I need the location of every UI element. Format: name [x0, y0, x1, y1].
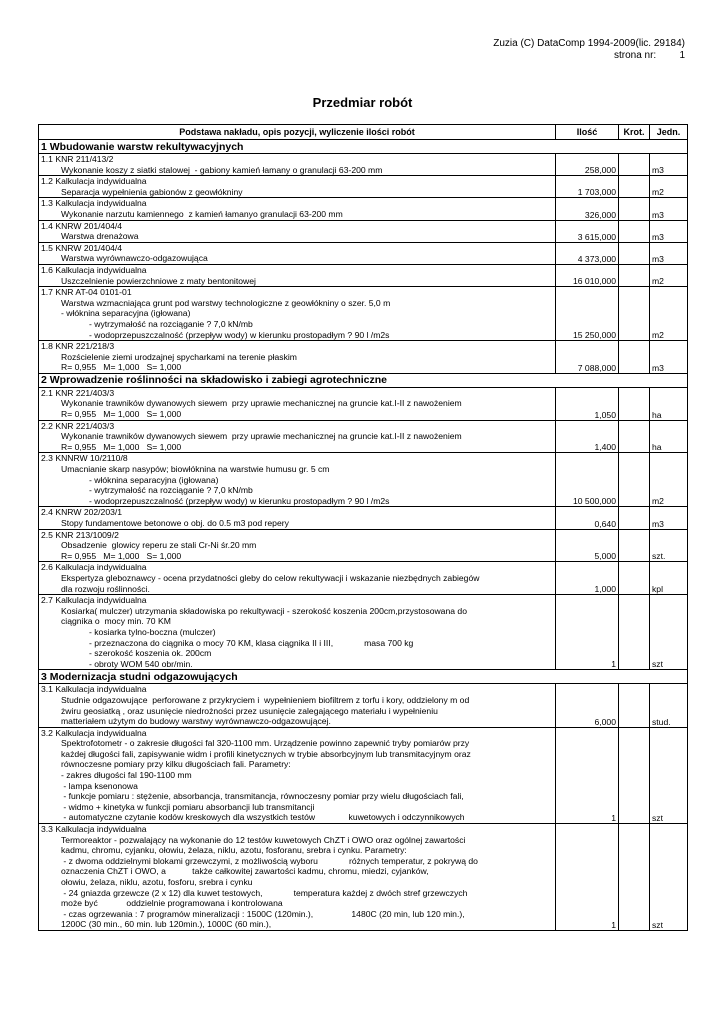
item-quantity: 4 373,000: [556, 242, 619, 264]
item-krot: [619, 420, 650, 453]
item-krot: [619, 176, 650, 198]
section-title: 1 Wbudowanie warstw rekultywacyjnych: [39, 140, 688, 154]
item-description-line: żwiru geosiatką , oraz usunięcie niedrożności przez usunięcie zalegającego materiału i wypełnieniu: [61, 705, 438, 716]
item-unit: szt: [650, 727, 688, 823]
item-krot: [619, 507, 650, 529]
item-krot: [619, 341, 650, 374]
item-krot: [619, 529, 650, 562]
item-code: 2.5 KNR 213/1009/2: [41, 529, 119, 540]
table-row: [39, 387, 688, 420]
item-unit: stud.: [650, 684, 688, 727]
item-description-line: Umacnianie skarp nasypów; biowłóknina na warstwie humusu gr. 5 cm: [61, 464, 330, 475]
item-description: [39, 387, 556, 420]
item-description-line: Uszczelnienie powierzchniowe z maty bentonitowej: [61, 275, 256, 286]
item-description-line: R= 0,955 M= 1,000 S= 1,000: [61, 362, 182, 373]
item-krot: [619, 824, 650, 931]
item-krot: [619, 220, 650, 242]
table-row: [39, 154, 688, 176]
item-description: [39, 154, 556, 176]
item-description-line: Wykonanie narzutu kamiennego z kamień łamanyo granulacji 63-200 mm: [61, 208, 343, 219]
table-row: [39, 507, 688, 529]
item-description: [39, 420, 556, 453]
item-description-line: - obroty WOM 540 obr/min.: [89, 658, 193, 669]
item-code: 1.4 KNRW 201/404/4: [41, 220, 123, 231]
item-unit: m3: [650, 341, 688, 374]
item-krot: [619, 198, 650, 220]
item-quantity: 1: [556, 595, 619, 670]
item-code: 1.2 Kalkulacja indywidualna: [41, 176, 147, 187]
item-description-line: - szerokość koszenia ok. 200cm: [89, 648, 212, 659]
item-description-line: ciągnika o mocy min. 70 KM: [61, 616, 171, 627]
item-unit: m3: [650, 154, 688, 176]
item-code: 1.5 KNRW 201/404/4: [41, 242, 123, 253]
table-row: [39, 220, 688, 242]
item-description-line: każdej długości fali, zapisywanie widm i profili kinetycznych w trybie absorbcyjnym lub transmitacyjnym oraz: [61, 748, 471, 759]
item-description: [39, 220, 556, 242]
item-quantity: 258,000: [556, 154, 619, 176]
section-row: [39, 670, 688, 684]
table-row: [39, 562, 688, 595]
item-description: [39, 562, 556, 595]
item-description-line: kadmu, chromu, cyjanku, ołowiu, żelaza, niklu, azotu, fosforanu, srebra i cynku. Parametry:: [61, 845, 407, 856]
item-description-line: - włóknina separacyjna (igłowana): [89, 474, 219, 485]
item-description-line: Kosiarka( mulczer) utrzymania składowiska po rekultywacji - szerokość koszenia 200cm,przystosowana do: [61, 605, 467, 616]
item-code: 1.7 KNR AT-04 0101-01: [41, 287, 132, 298]
item-code: 2.6 Kalkulacja indywidualna: [41, 562, 147, 573]
col-header-unit: Jedn.: [650, 125, 688, 140]
item-description-line: Termoreaktor - pozwalający na wykonanie do 12 testów kuwetowych ChZT i OWO oraz ogólnej zawartości: [61, 834, 466, 845]
item-code: 1.3 Kalkulacja indywidualna: [41, 198, 147, 209]
item-krot: [619, 242, 650, 264]
item-description-line: - zakres długości fal 190-1100 mm: [61, 770, 192, 781]
item-code: 2.2 KNR 221/403/3: [41, 420, 115, 431]
table-row: [39, 420, 688, 453]
table-row: [39, 287, 688, 341]
table-row: [39, 727, 688, 823]
item-description: [39, 507, 556, 529]
item-description-line: - przeznaczona do ciągnika o mocy 70 KM, klasa ciągnika II i III, masa 700 kg: [89, 637, 414, 648]
item-description-line: Ekspertyza gleboznawcy - ocena przydatności gleby do celow rekultywacji i wskazanie niezbędnych zabiegów: [61, 572, 480, 583]
page-label: strona nr:: [613, 50, 657, 61]
item-description-line: matteriałem użytym do budowy warstwy wyrównawczo-odgazowującej.: [61, 716, 331, 727]
table-row: [39, 242, 688, 264]
item-description-line: - wytrzymałość na rozciąganie ? 7,0 kN/mb: [89, 318, 253, 329]
item-krot: [619, 562, 650, 595]
section-row: [39, 140, 688, 154]
item-krot: [619, 595, 650, 670]
item-krot: [619, 727, 650, 823]
item-quantity: 326,000: [556, 198, 619, 220]
item-code: 2.1 KNR 221/403/3: [41, 387, 115, 398]
item-quantity: 15 250,000: [556, 287, 619, 341]
table-header-row: [39, 125, 688, 140]
item-description-line: R= 0,955 M= 1,000 S= 1,000: [61, 409, 182, 420]
item-description-line: - widmo + kinetyka w funkcji pomiaru absorbancji lub transmitancji: [61, 801, 315, 812]
item-code: 3.1 Kalkulacja indywidualna: [41, 684, 147, 695]
item-description-line: Wykonanie trawników dywanowych siewem przy uprawie mechanicznej na gruncie kat.I-II z nawożeniem: [61, 398, 462, 409]
item-description-line: R= 0,955 M= 1,000 S= 1,000: [61, 441, 182, 452]
table-row: [39, 176, 688, 198]
item-unit: szt: [650, 595, 688, 670]
item-description-line: Studnie odgazowujące perforowane z przykryciem i wypełnieniem biofiltrem z torfu i kory, oddzielony m od: [61, 694, 470, 705]
col-header-krot: Krot.: [619, 125, 650, 140]
section-title: 3 Modernizacja studni odgazowujących: [39, 670, 688, 684]
item-unit: kpl: [650, 562, 688, 595]
item-code: 2.3 KNNRW 10/2110/8: [41, 453, 128, 464]
item-description-line: Spektrofotometr - o zakresie długości fal 320-1100 mm. Urządzenie powinno zapewnić tryby pomiarów przy: [61, 738, 470, 749]
item-description: [39, 529, 556, 562]
item-description-line: - włóknina separacyjna (igłowana): [61, 308, 191, 319]
item-unit: m3: [650, 198, 688, 220]
item-code: 1.8 KNR 221/218/3: [41, 341, 115, 352]
item-krot: [619, 154, 650, 176]
item-quantity: 1,000: [556, 562, 619, 595]
item-description: [39, 824, 556, 931]
item-quantity: 0,640: [556, 507, 619, 529]
item-description: [39, 198, 556, 220]
item-unit: m3: [650, 507, 688, 529]
item-description-line: Separacja wypełnienia gabionów z geowłókniny: [61, 186, 243, 197]
item-unit: m2: [650, 453, 688, 507]
item-code: 3.3 Kalkulacja indywidualna: [41, 824, 147, 835]
col-header-description: Podstawa nakładu, opis pozycji, wyliczenie ilości robót: [39, 125, 556, 140]
item-description: [39, 242, 556, 264]
item-code: 3.2 Kalkulacja indywidualna: [41, 727, 147, 738]
col-header-quantity: Ilość: [556, 125, 619, 140]
item-description-line: - wodoprzepuszczalność (przepływ wody) w kierunku prostopadłym ? 90 l /m2s: [89, 495, 390, 506]
item-quantity: 3 615,000: [556, 220, 619, 242]
item-unit: m3: [650, 242, 688, 264]
item-description-line: Warstwa wzmacniająca grunt pod warstwy technologiczne z geowłókniny o szer. 5,0 m: [61, 297, 391, 308]
item-description-line: Wykonanie trawników dywanowych siewem przy uprawie mechanicznej na gruncie kat.I-II z nawożeniem: [61, 431, 462, 442]
item-unit: m2: [650, 264, 688, 286]
item-unit: ha: [650, 420, 688, 453]
item-unit: szt.: [650, 529, 688, 562]
copyright-line: Zuzia (C) DataComp 1994-2009(lic. 29184): [493, 38, 685, 49]
item-description: [39, 453, 556, 507]
section-row: [39, 373, 688, 387]
item-quantity: 1 703,000: [556, 176, 619, 198]
table-row: [39, 595, 688, 670]
item-description-line: Wykonanie koszy z siatki stalowej - gabiony kamień łamany o granulacji 63-200 mm: [61, 164, 383, 175]
item-description-line: Warstwa drenażowa: [61, 231, 139, 242]
item-description: [39, 684, 556, 727]
item-description-line: - 24 gniazda grzewcze (2 x 12) dla kuwet testowych, temperatura każdej z dwóch stref grzewczych: [61, 887, 468, 898]
item-quantity: 1,400: [556, 420, 619, 453]
item-description-line: - kosiarka tylno-boczna (mulczer): [89, 626, 216, 637]
item-code: 1.6 Kalkulacja indywidualna: [41, 264, 147, 275]
item-unit: m2: [650, 287, 688, 341]
item-description-line: Stopy fundamentowe betonowe o obj. do 0.5 m3 pod repery: [61, 518, 289, 528]
item-unit: szt: [650, 824, 688, 931]
item-quantity: 6,000: [556, 684, 619, 727]
item-description-line: może być oddzielnie programowana i kontrolowana: [61, 898, 283, 909]
item-description-line: R= 0,955 M= 1,000 S= 1,000: [61, 550, 182, 561]
item-description-line: - lampa ksenonowa: [61, 780, 138, 791]
item-description-line: Rozścielenie ziemi urodzajnej spycharkami na terenie płaskim: [61, 351, 297, 362]
item-quantity: 10 500,000: [556, 453, 619, 507]
table-row: [39, 341, 688, 374]
table-row: [39, 529, 688, 562]
bill-of-quantities-table: [38, 124, 688, 931]
item-description-line: równoczesne pomiary przy kilku długościach fali. Parametry:: [61, 759, 291, 770]
item-description-line: oznaczenia ChZT i OWO, a także całkowitej zawartości kadmu, chromu, miedzi, cyjanków,: [61, 866, 429, 877]
table-row: [39, 824, 688, 931]
item-krot: [619, 684, 650, 727]
section-title: 2 Wprowadzenie roślinności na składowisko i zabiegi agrotechniczne: [39, 373, 688, 387]
item-quantity: 16 010,000: [556, 264, 619, 286]
item-unit: m2: [650, 176, 688, 198]
item-description-line: - czas ogrzewania : 7 programów mineralizacji : 1500C (120min.), 1480C (20 min, lub 120 min.),: [61, 908, 465, 919]
item-description: [39, 264, 556, 286]
item-description: [39, 287, 556, 341]
table-row: [39, 198, 688, 220]
item-unit: m3: [650, 220, 688, 242]
item-description: [39, 176, 556, 198]
item-unit: ha: [650, 387, 688, 420]
item-description-line: Obsadzenie glowicy reperu ze stali Cr-Ni śr.20 mm: [61, 540, 257, 551]
item-description-line: ołowiu, żelaza, niklu, azotu, fosforu, srebra i cynku: [61, 877, 253, 887]
page-header: [493, 38, 685, 62]
item-description-line: - funkcje pomiaru : stężenie, absorbancja, transmitancja, równoczesny pomiar przy wielu długościach fali,: [61, 791, 464, 802]
item-description-line: - wytrzymałość na rozciąganie ? 7,0 kN/mb: [89, 485, 253, 496]
table-row: [39, 684, 688, 727]
item-description-line: dla rozwoju roślinności.: [61, 583, 150, 594]
page-number-line: [493, 50, 685, 62]
item-krot: [619, 264, 650, 286]
item-quantity: 1: [556, 727, 619, 823]
item-quantity: 7 088,000: [556, 341, 619, 374]
item-description: [39, 727, 556, 823]
page-number: 1: [679, 50, 685, 61]
item-description-line: 1200C (30 min., 60 min. lub 120min.), 1000C (60 min.),: [61, 919, 272, 930]
item-code: 2.7 Kalkulacja indywidualna: [41, 595, 147, 606]
item-description-line: Warstwa wyrównawczo-odgazowująca: [61, 253, 208, 264]
page-title: Przedmiar robót: [312, 95, 413, 110]
item-code: 2.4 KNRW 202/203/1: [41, 507, 123, 518]
table-row: [39, 453, 688, 507]
item-description-line: - automatyczne czytanie kodów kreskowych dla wszystkich testów kuwetowych i odczynnikowych: [61, 812, 465, 823]
item-quantity: 5,000: [556, 529, 619, 562]
item-description-line: - z dwoma oddzielnymi blokami grzewczymi, z możliwością wyboru różnych temperatur, z pokrywą do: [61, 855, 478, 866]
table-row: [39, 264, 688, 286]
item-description: [39, 595, 556, 670]
item-krot: [619, 387, 650, 420]
item-description-line: - wodoprzepuszczalność (przepływ wody) w kierunku prostopadłym ? 90 l /m2s: [89, 329, 390, 340]
item-krot: [619, 287, 650, 341]
item-description: [39, 341, 556, 374]
item-krot: [619, 453, 650, 507]
item-code: 1.1 KNR 211/413/2: [41, 154, 114, 164]
item-quantity: 1,050: [556, 387, 619, 420]
item-quantity: 1: [556, 824, 619, 931]
